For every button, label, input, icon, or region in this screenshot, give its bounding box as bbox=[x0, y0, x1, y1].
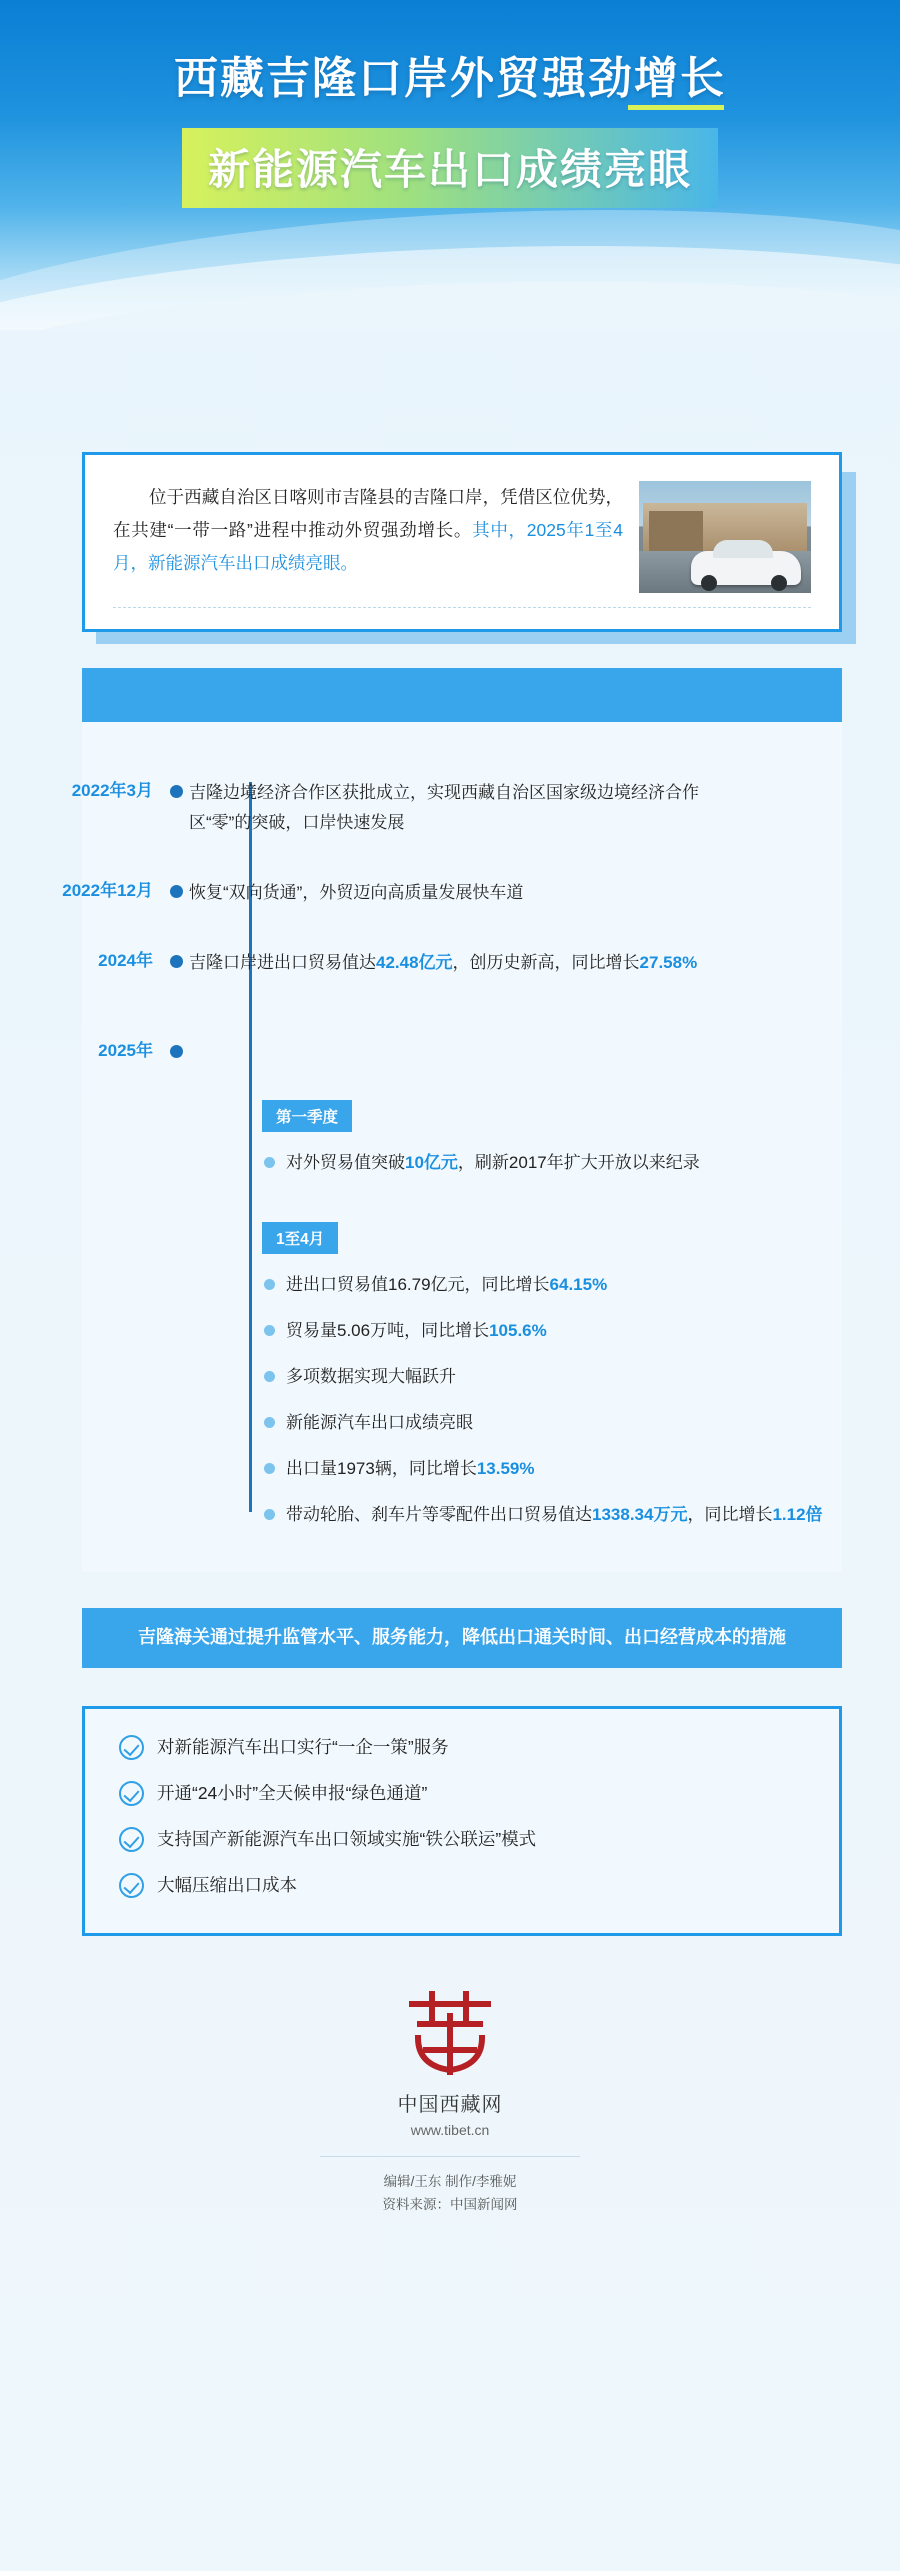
photo-building-secondary bbox=[649, 511, 703, 553]
m14-bullet-2-text: 多项数据实现大幅跃升 bbox=[286, 1367, 456, 1386]
timeline-text-3 bbox=[189, 1038, 760, 1064]
m14-bullet-4-value: 13.59% bbox=[476, 1459, 535, 1478]
m14-bullet-1 bbox=[262, 1316, 862, 1346]
footer-credits bbox=[0, 2170, 900, 2216]
q1-bullet-0-dot bbox=[262, 1148, 286, 1178]
footer-divider bbox=[320, 2156, 580, 2157]
timeline-text-2 bbox=[189, 948, 760, 978]
q1-bullet-0-pre: 对外贸易值突破 bbox=[286, 1153, 405, 1172]
timeline-dot-3 bbox=[167, 1038, 189, 1064]
page-title-line1-text: 西藏吉隆口岸外贸强劲增长 bbox=[174, 54, 726, 103]
intro-photo bbox=[639, 481, 811, 593]
timeline-date-0: 2022年3月 bbox=[71, 781, 153, 800]
check-circle-icon bbox=[119, 1735, 144, 1760]
timeline-dot-2 bbox=[167, 948, 189, 978]
m14-bullet-5 bbox=[262, 1500, 862, 1530]
title-wrapper bbox=[0, 0, 900, 208]
measure-item-1-text: 开通“24小时”全天候申报“绿色通道” bbox=[157, 1783, 428, 1803]
measure-item-1 bbox=[119, 1779, 805, 1807]
m14-bullet-3-dot bbox=[262, 1408, 286, 1438]
m14-bullet-5-dot bbox=[262, 1500, 286, 1530]
page-title-line1 bbox=[168, 42, 732, 112]
intro-text-highlight: 其中，2025年1至4月，新能源汽车出口成绩亮眼。 bbox=[113, 520, 623, 573]
timeline-event-2 bbox=[0, 948, 760, 978]
tibet-logo-icon bbox=[402, 1990, 498, 2076]
measure-item-2 bbox=[119, 1825, 805, 1853]
timeline-text-2-value-2: 27.58% bbox=[639, 953, 698, 972]
timeline-text-2-pre: 吉隆口岸进出口贸易值达 bbox=[189, 953, 376, 972]
timeline-date-1: 2022年12月 bbox=[62, 881, 153, 900]
timeline-event-3 bbox=[0, 1038, 760, 1064]
credit-editor: 编辑/王东 制作/李雅妮 bbox=[383, 2174, 517, 2189]
q1-bullet-0-value: 10亿元 bbox=[405, 1153, 458, 1172]
intro-card bbox=[82, 452, 842, 632]
m14-bullet-0-text bbox=[286, 1270, 862, 1300]
m14-bullet-4 bbox=[262, 1454, 862, 1484]
check-circle-icon bbox=[119, 1827, 144, 1852]
q1-bullet-0-post: ，刷新2017年扩大开放以来纪录 bbox=[457, 1153, 700, 1172]
intro-text-normal: 位于西藏自治区日喀则市吉隆县的吉隆口岸，凭借区位优势，在共建“一带一路”进程中推动外贸强劲增长。 bbox=[113, 487, 623, 540]
m14-bullet-5-pre: 带动轮胎、刹车片等零配件出口贸易值达 bbox=[286, 1505, 592, 1524]
m14-bullet-1-pre: 贸易量5.06万吨，同比增长 bbox=[286, 1321, 490, 1340]
timeline-tag-jan-apr: 1至4月 bbox=[262, 1222, 338, 1254]
m14-bullet-5-text bbox=[286, 1500, 862, 1530]
page-title-line2-box bbox=[182, 128, 718, 208]
timeline-dot-1 bbox=[167, 878, 189, 908]
timeline-text-1 bbox=[189, 878, 760, 908]
m14-bullet-1-text bbox=[286, 1316, 862, 1346]
m14-bullet-5-value-1: 1338.34万元 bbox=[592, 1505, 688, 1524]
m14-bullet-3-text: 新能源汽车出口成绩亮眼 bbox=[286, 1413, 473, 1432]
timeline-text-0 bbox=[189, 778, 760, 838]
site-name: 中国西藏网 bbox=[397, 2094, 503, 2116]
measure-item-2-text: 支持国产新能源汽车出口领域实施“铁公联运”模式 bbox=[157, 1829, 537, 1849]
m14-bullet-0-value: 64.15% bbox=[549, 1275, 608, 1294]
photo-car-wheel-rear bbox=[771, 575, 787, 591]
intro-divider bbox=[113, 607, 811, 608]
measure-item-3 bbox=[119, 1871, 805, 1899]
check-circle-icon bbox=[119, 1781, 144, 1806]
m14-bullet-4-pre: 出口量1973辆，同比增长 bbox=[286, 1459, 477, 1478]
timeline-date-3: 2025年 bbox=[98, 1041, 153, 1060]
check-circle-icon bbox=[119, 1873, 144, 1898]
m14-bullet-1-dot bbox=[262, 1316, 286, 1346]
m14-bullet-5-value-2: 1.12倍 bbox=[772, 1505, 823, 1524]
timeline-header-band bbox=[82, 668, 842, 722]
timeline-text-2-value-1: 42.48亿元 bbox=[376, 953, 453, 972]
page-title-line2: 新能源汽车出口成绩亮眼 bbox=[207, 146, 692, 193]
measure-item-3-text: 大幅压缩出口成本 bbox=[157, 1875, 297, 1895]
q1-bullet-0 bbox=[262, 1148, 862, 1178]
m14-bullet-0 bbox=[262, 1270, 862, 1300]
m14-bullet-2 bbox=[262, 1362, 862, 1392]
timeline-dot-0 bbox=[167, 778, 189, 838]
timeline-tag-q1: 第一季度 bbox=[262, 1100, 352, 1132]
m14-bullet-4-dot bbox=[262, 1454, 286, 1484]
page-header bbox=[0, 0, 900, 330]
measure-item-0 bbox=[119, 1733, 805, 1761]
photo-car-wheel-front bbox=[701, 575, 717, 591]
measures-box bbox=[82, 1706, 842, 1936]
timeline-date-2: 2024年 bbox=[98, 951, 153, 970]
timeline-event-1 bbox=[0, 878, 760, 908]
timeline-panel bbox=[82, 722, 842, 1572]
measures-heading: 吉隆海关通过提升监管水平、服务能力，降低出口通关时间、出口经营成本的措施 bbox=[82, 1608, 842, 1668]
timeline-text-1-main: 恢复“双向货通”，外贸迈向高质量发展快车道 bbox=[189, 883, 524, 902]
m14-bullet-1-value: 105.6% bbox=[489, 1321, 547, 1340]
intro-paragraph bbox=[113, 481, 623, 593]
timeline-text-2-mid: ，创历史新高，同比增长 bbox=[452, 953, 640, 972]
credit-source: 资料来源：中国新闻网 bbox=[382, 2197, 518, 2212]
m14-bullet-0-pre: 进出口贸易值16.79亿元，同比增长 bbox=[286, 1275, 550, 1294]
m14-bullet-0-dot bbox=[262, 1270, 286, 1300]
timeline-event-0 bbox=[0, 778, 760, 838]
timeline-text-0-main: 吉隆边境经济合作区获批成立，实现西藏自治区国家级边境经济合作区“零”的突破，口岸快速发展 bbox=[189, 783, 699, 832]
m14-bullet-4-text bbox=[286, 1454, 862, 1484]
title-underline-accent bbox=[628, 105, 724, 110]
page-footer bbox=[0, 1990, 900, 2216]
m14-bullet-3 bbox=[262, 1408, 862, 1438]
m14-bullet-5-post: ，同比增长 bbox=[687, 1505, 773, 1524]
site-url[interactable]: www.tibet.cn bbox=[410, 2122, 490, 2138]
m14-bullet-2-dot bbox=[262, 1362, 286, 1392]
q1-bullet-0-text bbox=[286, 1148, 862, 1178]
intro-card-inner bbox=[85, 455, 839, 593]
measure-item-0-text: 对新能源汽车出口实行“一企一策”服务 bbox=[157, 1737, 449, 1757]
